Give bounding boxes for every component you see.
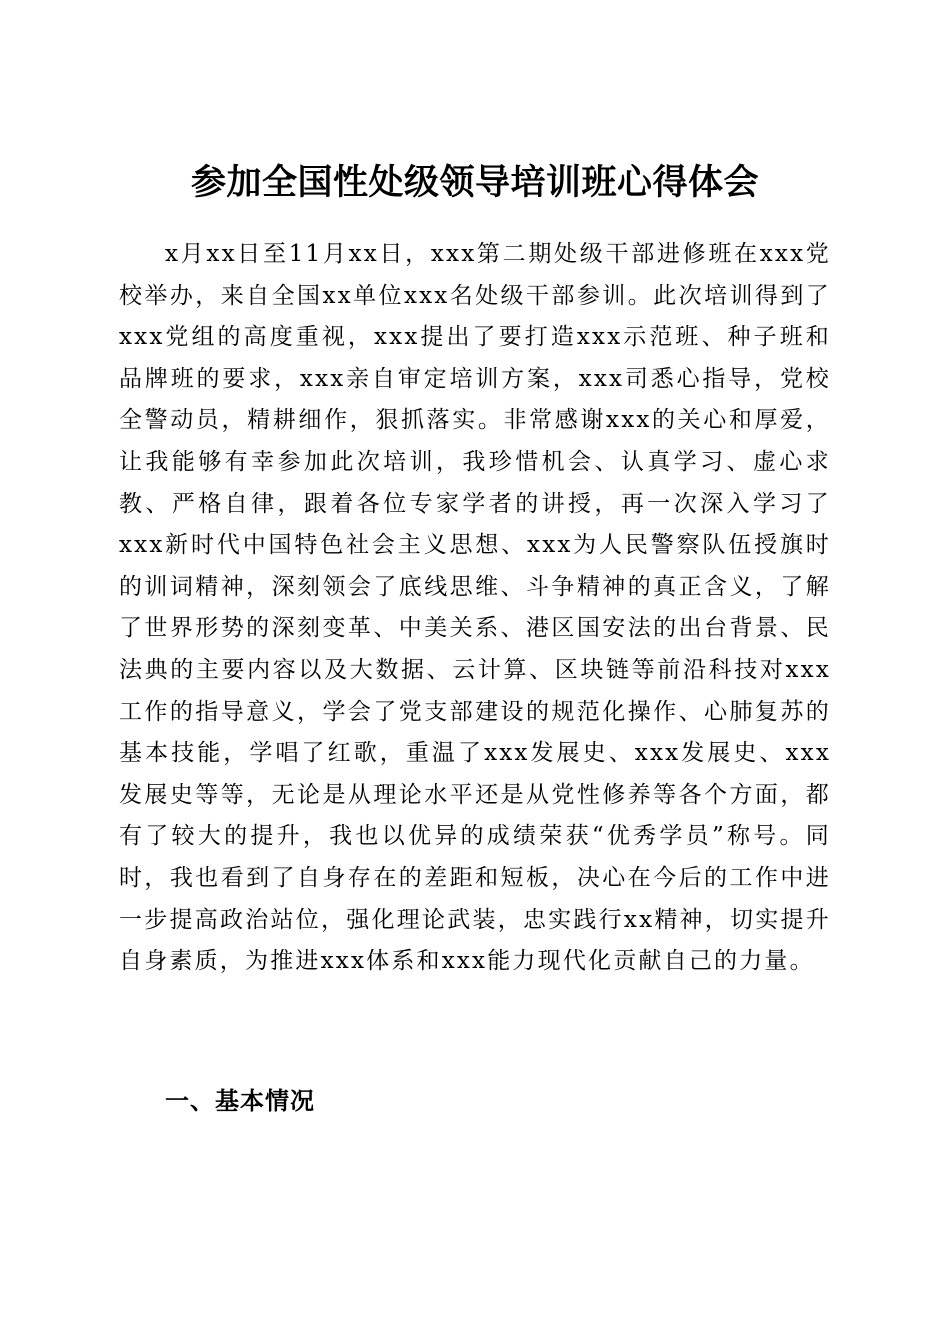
document-title: 参加全国性处级领导培训班心得体会: [190, 162, 759, 204]
section-heading: 一、基本情况: [165, 1086, 315, 1115]
body-paragraph: x月xx日至11月xx日，xxx第二期处级干部进修班在xxx党校举办，来自全国xx单位xxx名处级干部参训。此次培训得到了xxx党组的高度重视，xxx提出了要打造xxx示范班、种子班和品牌班的要求，xxx亲自审定培训方案，xxx司悉心指导，党校全警动员，精耕细作，狠抓落实。非常感谢xxx的关心和厚爱，让我能够有幸参加此次培训，我珍惜机会、认真学习、虚心求教、严格自律，跟着各位专家学者的讲授，再一次深入学习了xxx新时代中国特色社会主义思想、xxx为人民警察队伍授旗时的训词精神，深刻领会了底线思维、斗争精神的真正含义，了解了世界形势的深刻变革、中美关系、港区国安法的出台背景、民法典的主要内容以及大数据、云计算、区块链等前沿科技对xxx工作的指导意义，学会了党支部建设的规范化操作、心肺复苏的基本技能，学唱了红歌，重温了xxx发展史、xxx发展史、xxx发展史等等，无论是从理论水平还是从党性修养等各个方面，都有了较大的提升，我也以优异的成绩荣获“优秀学员”称号。同时，我也看到了自身存在的差距和短板，决心在今后的工作中进一步提高政治站位，强化理论武装，忠实践行xx精神，切实提升自身素质，为推进xxx体系和xxx能力现代化贡献自己的力量。: [119, 241, 831, 975]
